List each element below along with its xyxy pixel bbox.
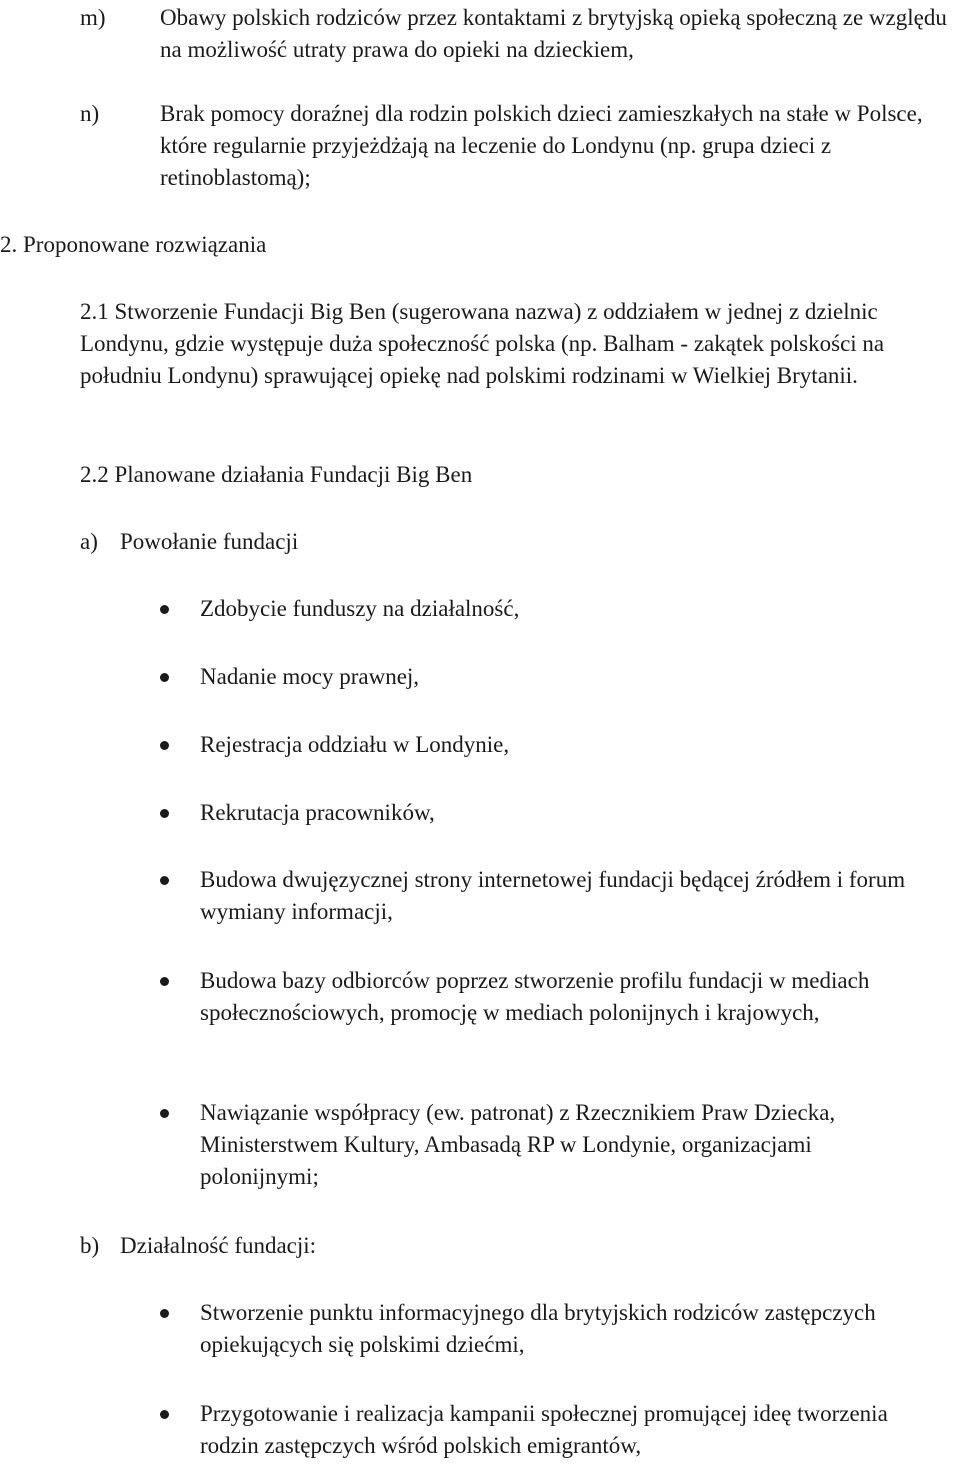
bullet-item — [0, 1097, 960, 1195]
bullet-dot-icon — [160, 876, 169, 885]
part-a-heading — [0, 526, 960, 560]
bullet-text: Zdobycie funduszy na działalność, — [200, 596, 520, 621]
bullet-item — [0, 797, 960, 831]
bullet-dot-icon — [160, 809, 169, 818]
part-a-marker: a) — [80, 529, 98, 554]
bullet-dot-icon — [160, 1309, 169, 1318]
list-item-text: Brak pomocy doraźnej dla rodzin polskich dzieci zamieszkałych na stałe w Polsce, które regularnie przyjeżdżają na leczenie do Londynu (np. grupa dzieci z retinoblastomą); — [160, 101, 923, 190]
bullet-item — [0, 965, 960, 1063]
bullet-text: Rejestracja oddziału w Londynie, — [200, 732, 510, 757]
list-marker: n) — [80, 101, 100, 126]
bullet-item — [0, 864, 960, 930]
part-a-title: Powołanie fundacji — [120, 529, 299, 554]
bullet-text: Nawiązanie współpracy (ew. patronat) z Rzecznikiem Praw Dziecka, Ministerstwem Kultury, Ambasadą RP w Londynie, organizacjami polonijnymi; — [200, 1100, 836, 1189]
bullet-text: Budowa dwujęzycznej strony internetowej fundacji będącej źródłem i forum wymiany informacji, — [200, 867, 906, 924]
bullet-text: Przygotowanie i realizacja kampanii społecznej promującej ideę tworzenia rodzin zastępczych wśród polskich emigrantów, — [200, 1401, 888, 1458]
bullet-item — [0, 661, 960, 695]
list-marker: m) — [80, 5, 106, 30]
bullet-text: Stworzenie punktu informacyjnego dla brytyjskich rodziców zastępczych opiekujących się polskimi dziećmi, — [200, 1300, 876, 1357]
list-item-text: Obawy polskich rodziców przez kontaktami z brytyjską opieką społeczną ze względu na możliwość utraty prawa do opieki na dzieckiem, — [160, 5, 947, 62]
bullet-text: Budowa bazy odbiorców poprzez stworzenie profilu fundacji w mediach społecznościowych, promocję w mediach polonijnych i krajowych, — [200, 968, 870, 1025]
section-heading: 2. Proponowane rozwiązania — [0, 232, 267, 257]
bullet-text: Nadanie mocy prawnej, — [200, 664, 420, 689]
bullet-item — [0, 1398, 960, 1464]
bullet-dot-icon — [160, 605, 169, 614]
bullet-item — [0, 593, 960, 627]
part-b-marker: b) — [80, 1233, 100, 1258]
list-item-m — [0, 0, 960, 64]
bullet-dot-icon — [160, 1109, 169, 1118]
bullet-item — [0, 1297, 960, 1363]
subsection-2-2-heading: 2.2 Planowane działania Fundacji Big Ben — [80, 462, 473, 487]
part-b-heading — [0, 1230, 960, 1264]
bullet-dot-icon — [160, 673, 169, 682]
bullet-dot-icon — [160, 741, 169, 750]
part-b-title: Działalność fundacji: — [120, 1233, 317, 1258]
subsection-2-1-text: 2.1 Stworzenie Fundacji Big Ben (sugerowana nazwa) z oddziałem w jednej z dzielnic Londynu, gdzie występuje duża społeczność polska (np. Balham - zakątek polskości na południu Londynu) sprawującej opiekę nad polskimi rodzinami w Wielkiej Brytanii. — [80, 299, 885, 388]
list-item-n — [0, 98, 960, 198]
bullet-item — [0, 729, 960, 763]
bullet-text: Rekrutacja pracowników, — [200, 800, 435, 825]
bullet-dot-icon — [160, 1410, 169, 1419]
bullet-dot-icon — [160, 977, 169, 986]
